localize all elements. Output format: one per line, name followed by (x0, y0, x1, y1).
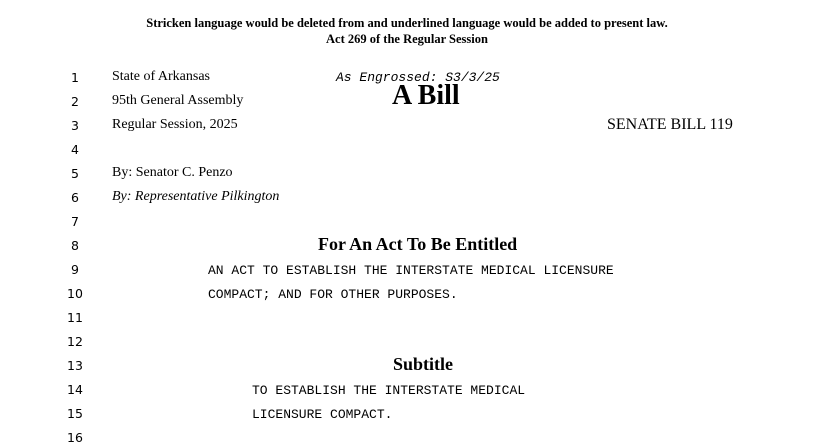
line-number: 15 (67, 406, 83, 421)
subtitle-line: TO ESTABLISH THE INTERSTATE MEDICAL (252, 383, 526, 398)
session-name: Regular Session, 2025 (112, 117, 238, 132)
line-number: 4 (71, 142, 79, 157)
line-number: 5 (71, 166, 79, 181)
line-number: 10 (67, 286, 83, 301)
line-number: 2 (71, 94, 79, 109)
cosponsor: By: Representative Pilkington (112, 189, 280, 204)
line-number: 1 (71, 70, 79, 85)
general-assembly: 95th General Assembly (112, 93, 244, 108)
sponsor: By: Senator C. Penzo (112, 165, 233, 180)
line-number: 3 (71, 118, 79, 133)
header-notice: Stricken language would be deleted from and underlined language would be added to present law. (146, 16, 668, 30)
bill-title: A Bill (392, 80, 460, 111)
act-title-line: COMPACT; AND FOR OTHER PURPOSES. (208, 287, 458, 302)
line-number: 13 (67, 358, 83, 373)
line-number: 12 (67, 334, 83, 349)
bill-number: SENATE BILL 119 (607, 116, 733, 133)
line-number: 16 (67, 430, 83, 445)
engrossed-stamp: As Engrossed: S3/3/25 (336, 70, 500, 85)
state-name: State of Arkansas (112, 69, 210, 84)
line-number: 7 (71, 214, 79, 229)
act-heading: For An Act To Be Entitled (318, 234, 518, 254)
line-number: 9 (71, 262, 79, 277)
line-number: 11 (67, 310, 83, 325)
subtitle-heading: Subtitle (393, 354, 454, 374)
line-number: 8 (71, 238, 79, 253)
subtitle-line: LICENSURE COMPACT. (252, 407, 393, 422)
act-number: Act 269 of the Regular Session (326, 32, 488, 46)
line-number: 6 (71, 190, 79, 205)
act-title-line: AN ACT TO ESTABLISH THE INTERSTATE MEDICAL LICENSURE (208, 263, 614, 278)
line-number: 14 (67, 382, 83, 397)
